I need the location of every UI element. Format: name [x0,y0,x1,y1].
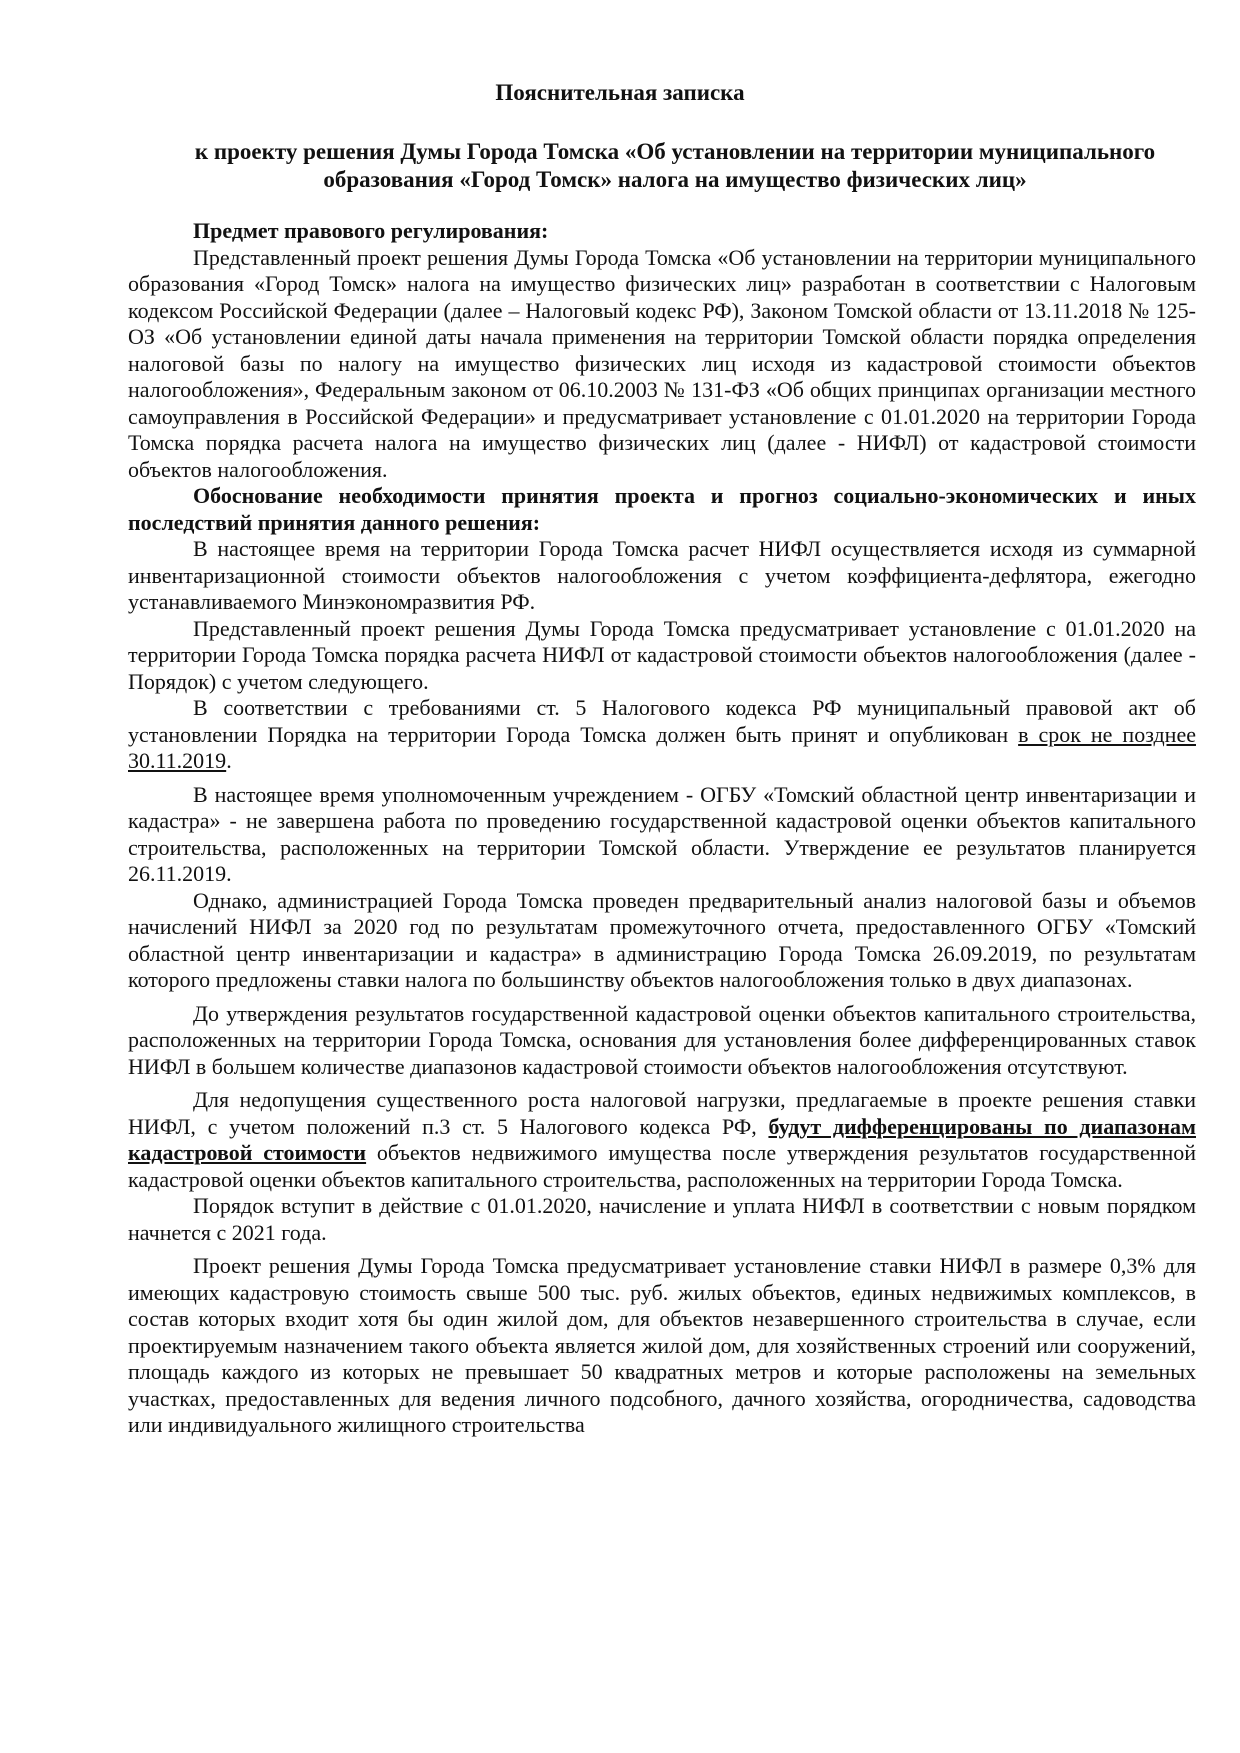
paragraph-10: Проект решения Думы Города Томска предусматривает установление ставки НИФЛ в размере 0,3% для имеющих кадастровую стоимость свыше 500 тыс. руб. жилых объектов, единых недвижимых комплексов, в состав которых входит хотя бы один жилой дом, для объектов незавершенного строительства в случае, если проектируемым назначением такого объекта является жилой дом, для хозяйственных строений или сооружений, площадь каждого из которых не превышает 50 квадратных метров и которые расположены на земельных участках, предоставленных для ведения личного подсобного, дачного хозяйства, огородничества, садоводства или индивидуального жилищного строительства [128,1253,1196,1437]
paragraph-3: Представленный проект решения Думы Города Томска предусматривает установление с 01.01.2020 на территории Города Томска порядка расчета НИФЛ от кадастровой стоимости объектов налогообложения (далее - Порядок) с учетом следующего. [128,615,1196,694]
paragraph-2: В настоящее время на территории Города Томска расчет НИФЛ осуществляется исходя из суммарной инвентаризационной стоимости объектов налогообложения с учетом коэффициента-дефлятора, ежегодно устанавливаемого Минэкономразвития РФ. [128,536,1196,614]
paragraph-4-end: . [226,748,232,773]
deadline-underlined: в срок не позднее 30.11.2019 [128,721,1196,773]
paragraph-6: Однако, администрацией Города Томска проведен предварительный анализ налоговой базы и объемов начислений НИФЛ за 2020 год по результатам промежуточного отчета, предоставленного ОГБУ «Томский областной центр инвентаризации и кадастра» в администрацию Города Томска 26.09.2019, по результатам которого предложены ставки налога по большинству объектов налогообложения только в двух диапазонах. [128,887,1196,992]
paragraph-4 [128,695,1196,775]
paragraph-7: До утверждения результатов государственной кадастровой оценки объектов капитального строительства, расположенных на территории Города Томска, основания для установления более дифференцированных ставок НИФЛ в большем количестве диапазонов кадастровой стоимости объектов налогообложения отсутствуют. [128,1000,1196,1079]
paragraph-4-text: В соответствии с требованиями ст. 5 Налогового кодекса РФ муниципальный правовой акт об установлении Порядка на территории Города Томска должен быть принят и опубликован [128,695,1196,747]
document-title: Пояснительная записка [495,80,745,105]
section-heading-rationale: Обоснование необходимости принятия проекта и прогноз социально-экономических и иных последствий принятия данного решения: [128,483,1196,535]
paragraph-9: Порядок вступит в действие с 01.01.2020, начисление и уплата НИФЛ в соответствии с новым порядком начнется с 2021 года. [128,1193,1196,1245]
section-heading-subject: Предмет правового регулирования: [193,218,549,243]
document-body [128,218,1196,1439]
paragraph-8-text: Для недопущения существенного роста налоговой нагрузки, предлагаемые в проекте решения ставки НИФЛ, с учетом положений п.3 ст. 5 Налогового кодекса РФ, [128,1087,1196,1139]
paragraph-5: В настоящее время уполномоченным учреждением - ОГБУ «Томский областной центр инвентаризации и кадастра» - не завершена работа по проведению государственной кадастровой оценки объектов капитального строительства, расположенных на территории Томской области. Утверждение ее результатов планируется 26.11.2019. [128,781,1196,886]
differentiation-emphasis: будут дифференцированы по диапазонам кадастровой стоимости [128,1113,1196,1165]
paragraph-8-end: объектов недвижимого имущества после утверждения результатов государственной кадастровой оценки объектов капитального строительства, расположенных на территории Города Томска. [128,1140,1196,1192]
document-subtitle: к проекту решения Думы Города Томска «Об установлении на территории муниципального образования «Город Томск» налога на имущество физических лиц» [194,139,1156,192]
paragraph-1: Представленный проект решения Думы Города Томска «Об установлении на территории муниципального образования «Город Томск» налога на имущество физических лиц» разработан в соответствии с Налоговым кодексом Российской Федерации (далее – Налоговый кодекс РФ), Законом Томской области от 13.11.2018 № 125- ОЗ «Об установлении единой даты начала применения на территории Томской области порядка определения налоговой базы по налогу на имущество физических лиц исходя из кадастровой стоимости объектов налогообложения», Федеральным законом от 06.10.2003 № 131-ФЗ «Об общих принципах организации местного самоуправления в Российской Федерации» и предусматривает установление с 01.01.2020 на территории Города Томска порядка расчета налога на имущество физических лиц (далее - НИФЛ) от кадастровой стоимости объектов налогообложения. [128,244,1196,482]
paragraph-8 [128,1087,1196,1193]
